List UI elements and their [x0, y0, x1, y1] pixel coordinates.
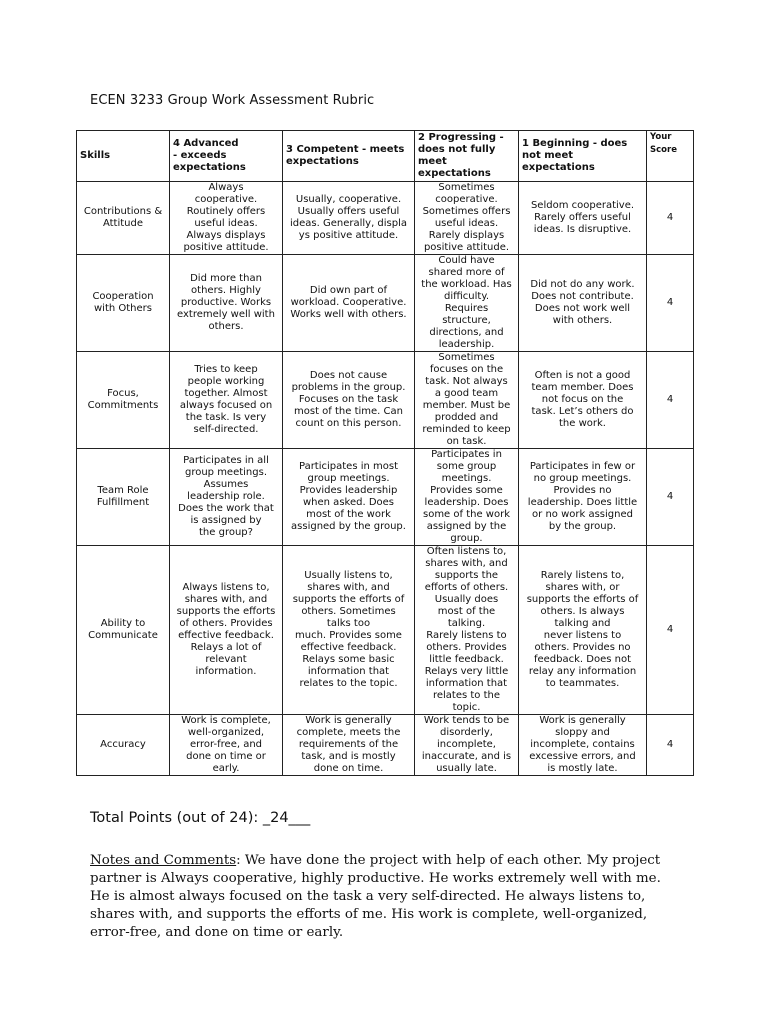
header-row: [77, 131, 694, 182]
notes-label: Notes and Comments: [90, 853, 237, 868]
header-competent: 3 Competent - meets expectations: [283, 131, 415, 182]
total-points: Total Points (out of 24): _24___: [90, 810, 311, 826]
advanced-cell: Always listens to, shares with, and supports the efforts of others. Provides effective feedback. Relays a lot of relevant information.: [170, 546, 283, 715]
advanced-cell: Tries to keep people working together. Almost always focused on the task. Is very self-directed.: [170, 352, 283, 449]
beginning-cell: Participates in few or no group meetings. Provides no leadership. Does little or no work assigned by the group.: [519, 449, 647, 546]
rubric-table: [76, 130, 694, 776]
progressing-cell: Sometimes cooperative. Sometimes offers useful ideas. Rarely displays positive attitude.: [415, 182, 519, 255]
score-cell: 4: [647, 255, 694, 352]
header-advanced: 4 Advanced - exceeds expectations: [170, 131, 283, 182]
header-progressing: 2 Progressing - does not fully meet expectations: [415, 131, 519, 182]
beginning-cell: Work is generally sloppy and incomplete, contains excessive errors, and is mostly late.: [519, 715, 647, 776]
score-cell: 4: [647, 546, 694, 715]
advanced-cell: Did more than others. Highly productive. Works extremely well with others.: [170, 255, 283, 352]
skill-cell: Team Role Fulfillment: [77, 449, 170, 546]
score-cell: 4: [647, 715, 694, 776]
advanced-cell: Participates in all group meetings. Assumes leadership role. Does the work that is assigned by the group?: [170, 449, 283, 546]
progressing-cell: Often listens to, shares with, and supports the efforts of others. Usually does most of the talking. Rarely listens to others. Provides little feedback. Relays very little information that relates to the topic.: [415, 546, 519, 715]
advanced-cell: Always cooperative. Routinely offers useful ideas. Always displays positive attitude.: [170, 182, 283, 255]
progressing-cell: Could have shared more of the workload. Has difficulty. Requires structure, directions, and leadership.: [415, 255, 519, 352]
competent-cell: Usually listens to, shares with, and supports the efforts of others. Sometimes talks too much. Provides some effective feedback. Relays some basic information that relates to the topic.: [283, 546, 415, 715]
notes-section: [90, 852, 680, 942]
competent-cell: Does not cause problems in the group. Focuses on the task most of the time. Can count on this person.: [283, 352, 415, 449]
notes-text: : We have done the project with help of each other. My project partner is Always cooperative, highly productive. He works extremely well with me. He is almost always focused on the task a very self-directed. He always listens to, shares with, and supports the efforts of me. His work is complete, well-organized, error-free, and done on time or early.: [90, 853, 661, 940]
progressing-cell: Sometimes focuses on the task. Not always a good team member. Must be prodded and reminded to keep on task.: [415, 352, 519, 449]
progressing-cell: Work tends to be disorderly, incomplete, inaccurate, and is usually late.: [415, 715, 519, 776]
header-score: Your Score: [647, 131, 694, 182]
beginning-cell: Often is not a good team member. Does not focus on the task. Let’s others do the work.: [519, 352, 647, 449]
score-cell: 4: [647, 182, 694, 255]
table-row: [77, 449, 694, 546]
advanced-cell: Work is complete, well-organized, error-free, and done on time or early.: [170, 715, 283, 776]
table-row: [77, 352, 694, 449]
skill-cell: Contributions & Attitude: [77, 182, 170, 255]
skill-cell: Focus, Commitments: [77, 352, 170, 449]
score-cell: 4: [647, 352, 694, 449]
table-row: [77, 255, 694, 352]
competent-cell: Usually, cooperative. Usually offers useful ideas. Generally, displa ys positive attitude.: [283, 182, 415, 255]
table-row: [77, 715, 694, 776]
competent-cell: Participates in most group meetings. Provides leadership when asked. Does most of the work assigned by the group.: [283, 449, 415, 546]
beginning-cell: Rarely listens to, shares with, or supports the efforts of others. Is always talking and never listens to others. Provides no feedback. Does not relay any information to teammates.: [519, 546, 647, 715]
competent-cell: Did own part of workload. Cooperative. Works well with others.: [283, 255, 415, 352]
score-cell: 4: [647, 449, 694, 546]
progressing-cell: Participates in some group meetings. Provides some leadership. Does some of the work assigned by the group.: [415, 449, 519, 546]
competent-cell: Work is generally complete, meets the requirements of the task, and is mostly done on time.: [283, 715, 415, 776]
beginning-cell: Seldom cooperative. Rarely offers useful ideas. Is disruptive.: [519, 182, 647, 255]
document-title: ECEN 3233 Group Work Assessment Rubric: [90, 93, 375, 108]
skill-cell: Accuracy: [77, 715, 170, 776]
table-row: [77, 546, 694, 715]
skill-cell: Ability to Communicate: [77, 546, 170, 715]
beginning-cell: Did not do any work. Does not contribute. Does not work well with others.: [519, 255, 647, 352]
skill-cell: Cooperation with Others: [77, 255, 170, 352]
table-row: [77, 182, 694, 255]
header-beginning: 1 Beginning - does not meet expectations: [519, 131, 647, 182]
header-skills: Skills: [77, 131, 170, 182]
